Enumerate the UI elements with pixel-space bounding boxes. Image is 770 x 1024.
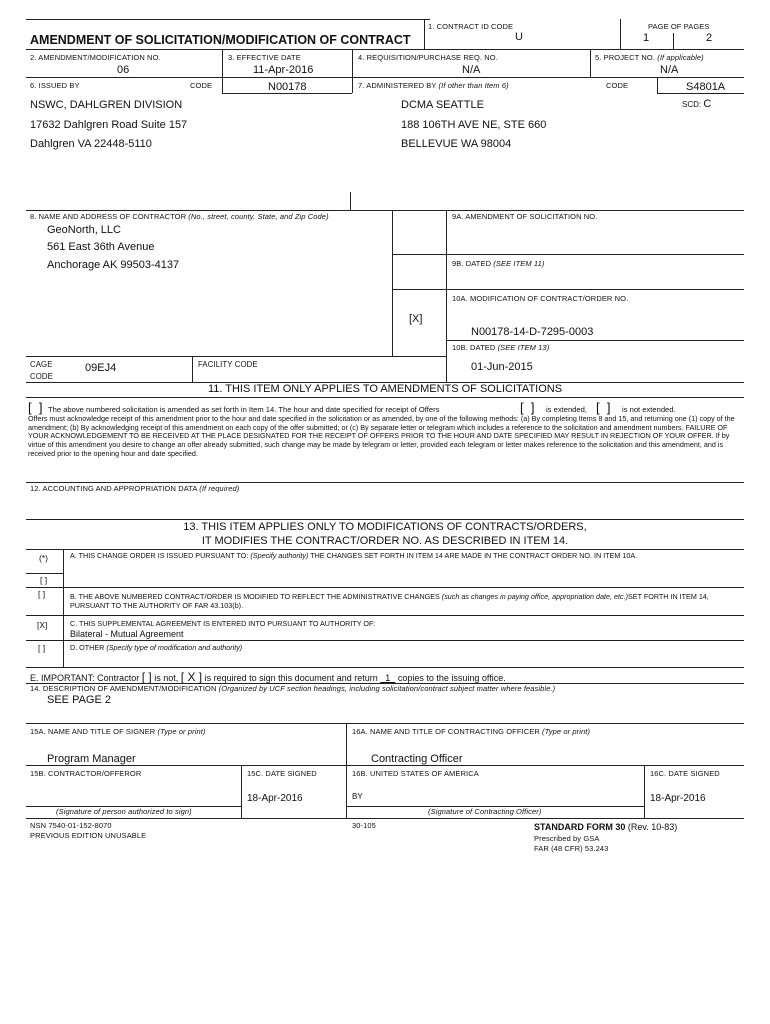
project-no-value: N/A (660, 64, 679, 76)
modification-no-value: N00178-14-D-7295-0003 (471, 326, 594, 338)
item13-d-text: D. OTHER (Specify type of modification and authority) (70, 643, 243, 652)
dated-10b-value: 01-Jun-2015 (471, 361, 533, 373)
item13-c-text: C. THIS SUPPLEMENTAL AGREEMENT IS ENTERED INTO PURSUANT TO AUTHORITY OF: (70, 619, 376, 628)
admin-by-line-1: DCMA SEATTLE (401, 99, 484, 111)
requisition-value: N/A (462, 64, 481, 76)
issued-by-label: 6. ISSUED BY (30, 81, 80, 90)
item13-a-text: A. THIS CHANGE ORDER IS ISSUED PURSUANT TO: (Specify authority) THE CHANGES SET FORTH IN ITEM 14 ARE MADE IN THE CONTRACT ORDER NO. IN ITEM 10A. (70, 551, 638, 560)
date-15c-value: 18-Apr-2016 (247, 793, 303, 804)
contract-id-value: U (515, 31, 523, 43)
contract-id-label: 1. CONTRACT ID CODE (428, 22, 514, 31)
effective-date-label: 3. EFFECTIVE DATE (228, 53, 301, 62)
far-reference: FAR (48 CFR) 53.243 (534, 844, 609, 853)
check-13-c[interactable]: [X] (37, 620, 48, 630)
cage-value: 09EJ4 (85, 362, 117, 374)
solicitation-checkbox-1[interactable]: [ ] (28, 400, 43, 415)
nsn-number: NSN 7540-01-152-8070 (30, 821, 112, 830)
issued-by-line-3: Dahlgren VA 22448-5110 (30, 138, 152, 150)
usa-label: 16B. UNITED STATES OF AMERICA (352, 769, 479, 778)
not-extended-checkbox[interactable]: [ ] (596, 400, 611, 415)
item11-paragraph: Offers must acknowledge receipt of this amendment prior to the hour and date specified in the solicitation or as amended, by one of the following methods: (a) By completing Items 8 and 15, and returning one (1) copy of the amendment; (b) By acknowledging receipt of this amendment on each copy of the offer submitted; or (c) By separate letter or telegram which includes a reference to the solicitation and amendment numbers. FAILURE OF YOUR ACKNOWLEDGEMENT TO BE RECEIVED AT THE PLACE DESIGNATED FOR THE RECEIPT OF OFFERS PRIOR TO THE HOUR AND DATE SPECIFIED MAY RESULT IN REJECTION OF YOUR OFFER. If by virtue of this amendment you desire to change an offer already submitted, such change may be made by telegram or letter, provided each telegram or letter makes reference to the solicitation and this amendment, and is received prior to the opening hour and date specified. (28, 414, 735, 458)
amendment-solicitation-label: 9A. AMENDMENT OF SOLICITATION NO. (452, 212, 598, 221)
date-15c-label: 15C. DATE SIGNED (247, 769, 317, 778)
contractor-line-1: GeoNorth, LLC (47, 224, 121, 236)
form-title: AMENDMENT OF SOLICITATION/MODIFICATION OF CONTRACT (30, 33, 411, 47)
amendment-no-label: 2. AMENDMENT/MODIFICATION NO. (30, 53, 161, 62)
admin-code-label: CODE (606, 81, 629, 90)
pages-label: PAGE OF PAGES (648, 22, 710, 31)
administered-by-label: 7. ADMINISTERED BY (If other than Item 6) (358, 81, 509, 90)
check-13-star[interactable]: (*) (39, 553, 48, 563)
item13-heading-1: 13. THIS ITEM APPLIES ONLY TO MODIFICATIONS OF CONTRACTS/ORDERS, (183, 521, 587, 533)
admin-by-line-3: BELLEVUE WA 98004 (401, 138, 512, 150)
item13-c-value: Bilateral - Mutual Agreement (70, 629, 184, 639)
issued-code-label: CODE (190, 81, 213, 90)
signature-15-note: (Signature of person authorized to sign) (56, 807, 192, 816)
description-label: 14. DESCRIPTION OF AMENDMENT/MODIFICATION (Organized by UCF section headings, including solicitation/contract subject matter where feasible.) (30, 684, 556, 693)
previous-edition: PREVIOUS EDITION UNUSABLE (30, 831, 147, 840)
accounting-label: 12. ACCOUNTING AND APPROPRIATION DATA (If required) (30, 484, 240, 493)
signer-15a-label: 15A. NAME AND TITLE OF SIGNER (Type or print) (30, 727, 206, 736)
check-13-b[interactable]: [ ] (38, 589, 46, 599)
issued-code-value: N00178 (268, 81, 307, 93)
signer-15a-value: Program Manager (47, 753, 136, 765)
check-13-a[interactable]: [ ] (40, 575, 48, 585)
description-value: SEE PAGE 2 (47, 694, 111, 706)
admin-code-value: S4801A (686, 81, 726, 93)
prescribed-by: Prescribed by GSA (534, 834, 600, 843)
is-not-checkbox[interactable]: [ ] (141, 670, 152, 684)
date-16c-value: 18-Apr-2016 (650, 793, 706, 804)
item13-heading-2: IT MODIFIES THE CONTRACT/ORDER NO. AS DESCRIBED IN ITEM 14. (201, 535, 569, 547)
contractor-line-3: Anchorage AK 99503-4137 (47, 259, 180, 271)
contractor-label: 8. NAME AND ADDRESS OF CONTRACTOR (No., street, county, State, and Zip Code) (30, 212, 329, 221)
item11-not-extended: is not extended. (622, 405, 676, 414)
requisition-label: 4. REQUISITION/PURCHASE REQ. NO. (358, 53, 498, 62)
effective-date-value: 11-Apr-2016 (253, 64, 314, 76)
cage-label: CAGE (30, 360, 53, 369)
standard-form: STANDARD FORM 30 (Rev. 10-83) (534, 822, 678, 832)
signer-16a-value: Contracting Officer (371, 753, 463, 765)
dated-10b-label: 10B. DATED (SEE ITEM 13) (452, 343, 550, 352)
page-number: 1 (643, 32, 650, 44)
scd-label: SCD: C (682, 98, 712, 110)
item13-b-text: B. THE ABOVE NUMBERED CONTRACT/ORDER IS MODIFIED TO REFLECT THE ADMINISTRATIVE CHANGES (such as changes in paying office, appropriation date, etc.)SET FORTH IN ITEM 14, PURSUANT TO THE AUTHORITY OF FAR 43.103(b). (70, 592, 709, 610)
date-16c-label: 16C. DATE SIGNED (650, 769, 720, 778)
signature-16-note: (Signature of Contracting Officer) (428, 807, 542, 816)
form-number: 30-105 (352, 821, 376, 830)
admin-by-line-2: 188 106TH AVE NE, STE 660 (401, 119, 547, 131)
issued-by-line-1: NSWC, DAHLGREN DIVISION (30, 99, 183, 111)
check-13-d[interactable]: [ ] (38, 643, 46, 653)
by-label: BY (352, 792, 363, 801)
is-required-checkbox[interactable]: [ X ] (180, 670, 203, 684)
contractor-offeror-label: 15B. CONTRACTOR/OFFEROR (30, 769, 142, 778)
amendment-no-value: 06 (117, 64, 130, 76)
checkbox-10[interactable]: [X] (409, 313, 423, 325)
item11-heading: 11. THIS ITEM ONLY APPLIES TO AMENDMENTS OF SOLICITATIONS (207, 383, 563, 395)
modification-no-label: 10A. MODIFICATION OF CONTRACT/ORDER NO. (452, 294, 629, 303)
signer-16a-label: 16A. NAME AND TITLE OF CONTRACTING OFFICER (Type or print) (352, 727, 591, 736)
pages-total: 2 (706, 32, 713, 44)
dated-9b-label: 9B. DATED (SEE ITEM 11) (452, 259, 545, 268)
facility-code-label: FACILITY CODE (198, 360, 258, 369)
item11-extended: is extended, (546, 405, 587, 414)
important-line: E. IMPORTANT: Contractor [ ] is not, [ X ] is required to sign this document and return 1 copies to the issuing office. (30, 670, 506, 684)
cage-label-2: CODE (30, 372, 53, 381)
item11-line-1: The above numbered solicitation is amended as set forth in Item 14. The hour and date specified for receipt of Offers (48, 405, 440, 414)
issued-by-line-2: 17632 Dahlgren Road Suite 157 (30, 119, 188, 131)
project-no-label: 5. PROJECT NO. (If applicable) (595, 53, 704, 62)
contractor-line-2: 561 East 36th Avenue (47, 241, 155, 253)
extended-checkbox[interactable]: [ ] (520, 400, 535, 415)
